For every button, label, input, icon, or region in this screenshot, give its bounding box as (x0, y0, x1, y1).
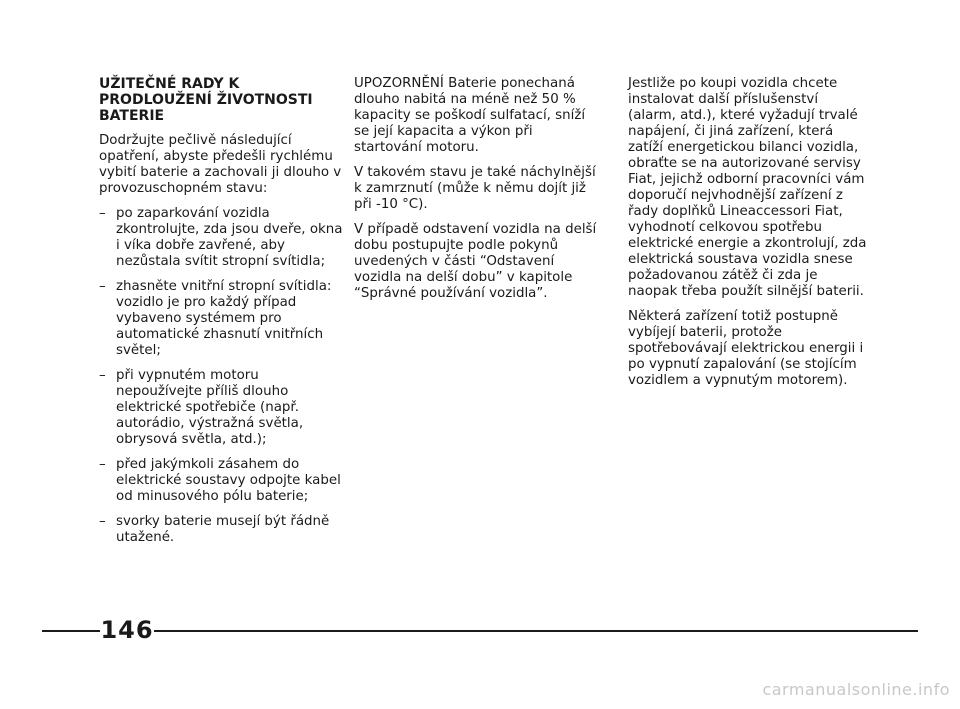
column-3 (628, 76, 868, 398)
drain-paragraph: Některá zařízení totiž postupně vybíjejí baterii, protože spotřebovávají elektrickou energii i po vypnutí zapalování (se stojícím vozidlem a vypnutým motorem). (628, 309, 864, 388)
heading-line-3: BATERIE (99, 108, 165, 124)
storage-paragraph: V případě odstavení vozidla na delší dobu postupujte podle pokynů uvedených v části “Odstavení vozidla na delší dobu” v kapitole “Správné používání vozidla”. (354, 222, 597, 301)
column-1 (99, 76, 344, 555)
list-item-text: zhasněte vnitřní stropní svítidla: vozidlo je pro každý případ vybaveno systémem pro automatické zhasnutí vnitřních světel; (116, 279, 332, 358)
section-heading (99, 76, 344, 124)
list-item (99, 457, 344, 505)
list-item-text: před jakýmkoli zásahem do elektrické soustavy odpojte kabel od minusového pólu baterie; (116, 457, 341, 504)
list-item (99, 279, 344, 359)
footer-rule-right (154, 630, 918, 632)
dash-bullet: – (99, 206, 106, 221)
list-item (99, 368, 344, 448)
dash-bullet: – (99, 457, 106, 472)
intro-paragraph: Dodržujte pečlivě následující opatření, abyste předešli rychlému vybití baterie a zachovali ji dlouho v provozuschopném stavu: (99, 133, 342, 196)
advice-list (99, 206, 344, 546)
watermark: carmanualsonline.info (762, 680, 950, 699)
list-item (99, 206, 344, 270)
footer-rule-left (42, 630, 100, 632)
column-2 (354, 76, 604, 311)
page-footer (42, 612, 918, 648)
dash-bullet: – (99, 514, 106, 529)
heading-line-2: PRODLOUŽENÍ ŽIVOTNOSTI (99, 92, 313, 108)
warning-paragraph: UPOZORNĚNÍ Baterie ponechaná dlouho nabitá na méně než 50 % kapacity se poškodí sulfatací, sníží se její kapacita a výkon při startování motoru. (354, 76, 586, 155)
freezing-paragraph: V takovém stavu je také náchylnější k zamrznutí (může k němu dojít již při -10 °C). (354, 165, 596, 212)
dash-bullet: – (99, 368, 106, 383)
list-item-text: svorky baterie musejí být řádně utažené. (116, 514, 330, 545)
heading-line-1: UŽITEČNÉ RADY K (99, 76, 240, 92)
list-item-text: při vypnutém motoru nepoužívejte příliš dlouho elektrické spotřebiče (např. autorádio, výstražná světla, obrysová světla, atd.); (116, 368, 304, 447)
dash-bullet: – (99, 279, 106, 294)
accessories-paragraph: Jestliže po koupi vozidla chcete instalovat další příslušenství (alarm, atd.), které vyžadují trvalé napájení, či jiná zařízení, která zatíží energetickou bilanci vozidla, obraťte se na autorizované servisy Fiat, jejichž odborní pracovníci vám doporučí nejvhodnější zařízení z řady doplňků Lineaccessori Fiat, vyhodnotí celkovou spotřebu elektrické energie a zkontrolují, zda elektrická soustava vozidla snese požadovanou zátěž či zda je naopak třeba použít silnější baterii. (628, 76, 867, 299)
list-item-text: po zaparkování vozidla zkontrolujte, zda jsou dveře, okna i víka dobře zavřené, aby nezůstala svítit stropní svítidla; (116, 206, 343, 269)
list-item (99, 514, 344, 546)
page-number: 146 (100, 616, 154, 644)
